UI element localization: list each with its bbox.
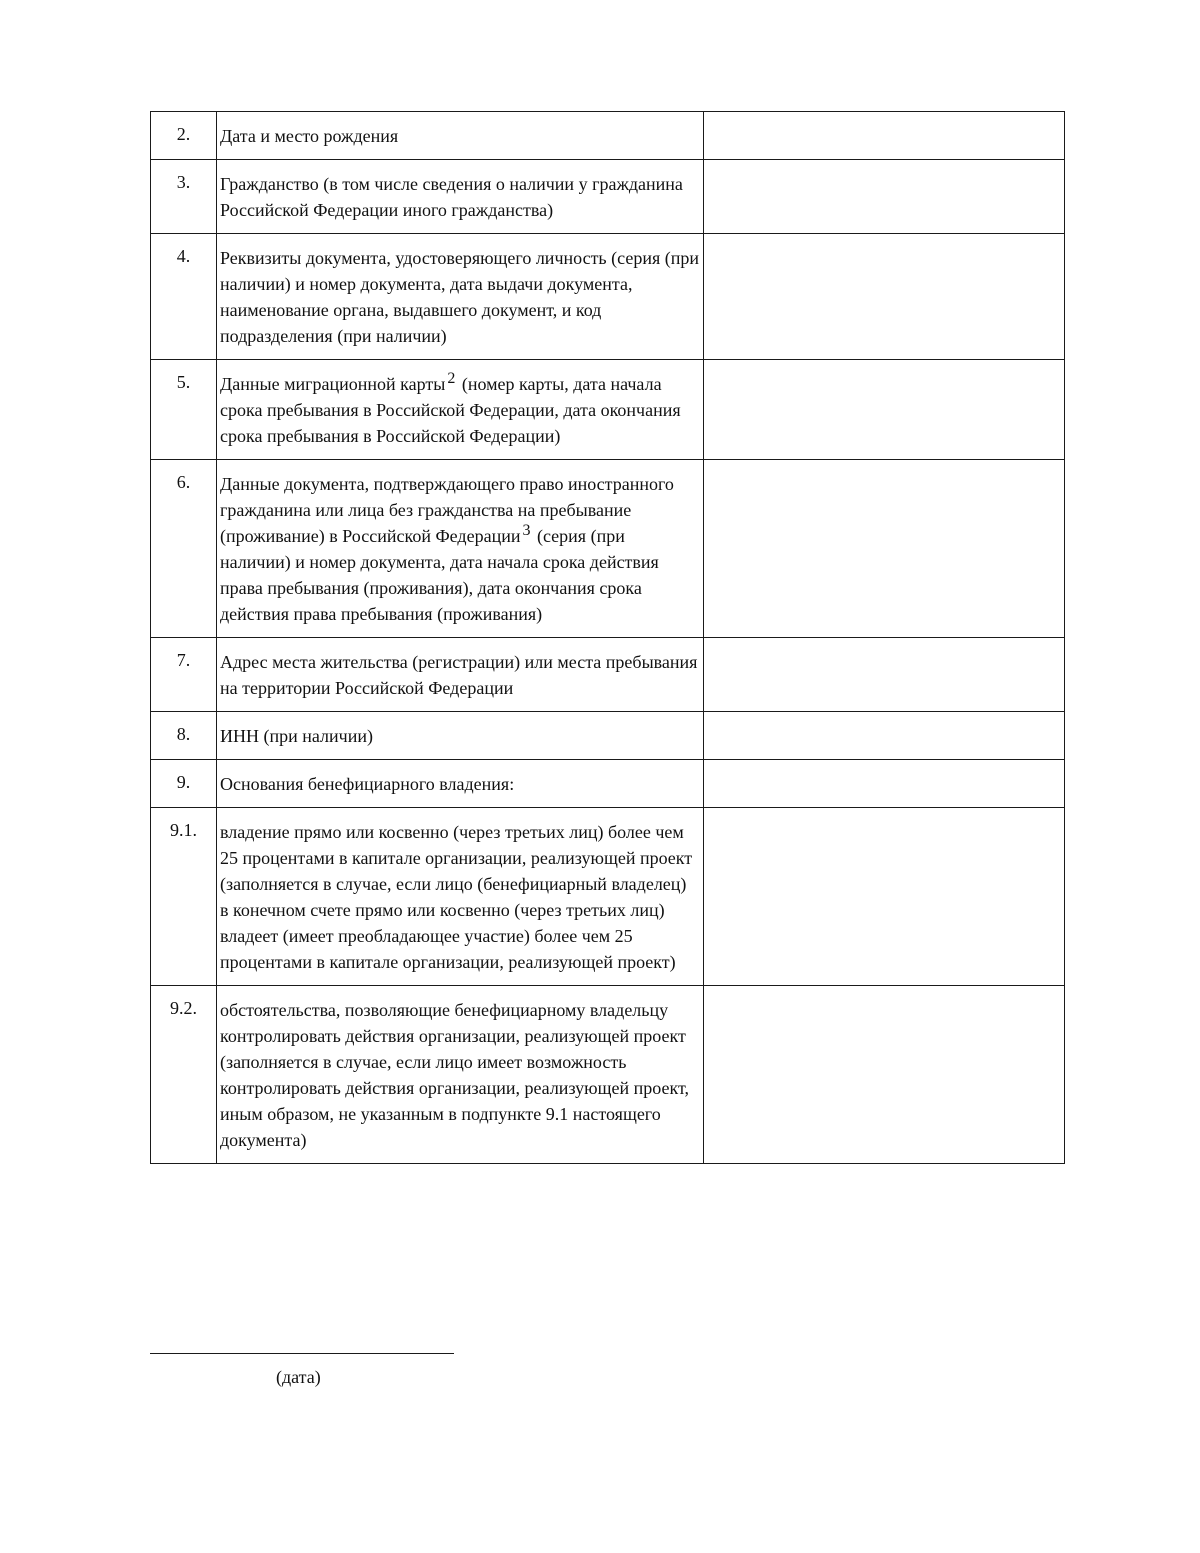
row-label-cell (217, 234, 704, 360)
row-number-cell (151, 112, 217, 160)
row-number-cell (151, 808, 217, 986)
row-label: ИНН (при наличии) (220, 726, 373, 746)
row-value-field[interactable] (704, 638, 1065, 712)
row-number-cell (151, 360, 217, 460)
row-label: Гражданство (в том числе сведения о наличии у гражданина Российской Федерации иного гражданства) (220, 174, 683, 220)
row-label-cell (217, 712, 704, 760)
footnote-marker: 2 (447, 370, 456, 387)
table-row (151, 638, 1065, 712)
row-label-text: Данные миграционной карты (220, 374, 446, 394)
row-label: Основания бенефициарного владения: (220, 774, 515, 794)
beneficiary-info-table (150, 111, 1065, 1164)
row-number-cell (151, 760, 217, 808)
row-label (217, 360, 703, 459)
row-label-text-continued: (серия (при наличии) и номер документа, дата начала срока действия права пребывания (проживания), дата окончания срока действия права пребывания (проживания) (220, 526, 659, 624)
row-number-cell (151, 712, 217, 760)
table-row (151, 986, 1065, 1164)
row-label: обстоятельства, позволяющие бенефициарному владельцу контролировать действия организации, реализующей проект (заполняется в случае, если лицо имеет возможность контролировать действия организации, реализующей проект, иным образом, не указанным в подпункте 9.1 настоящего документа) (220, 1000, 689, 1150)
row-label-cell (217, 160, 704, 234)
row-number-cell (151, 460, 217, 638)
row-number: 2. (176, 124, 191, 144)
row-value-field[interactable] (704, 360, 1065, 460)
row-label-cell (217, 986, 704, 1164)
date-signature-line[interactable] (150, 1353, 454, 1354)
row-label-cell (217, 760, 704, 808)
row-label-cell (217, 638, 704, 712)
table-row (151, 760, 1065, 808)
row-label-cell (217, 808, 704, 986)
row-value-field[interactable] (704, 160, 1065, 234)
row-value-field[interactable] (704, 460, 1065, 638)
row-number: 7. (176, 650, 191, 670)
footnote-marker: 3 (522, 522, 531, 539)
row-value-field[interactable] (704, 712, 1065, 760)
row-number-cell (151, 234, 217, 360)
row-label (217, 460, 703, 637)
row-label: Реквизиты документа, удостоверяющего личность (серия (при наличии) и номер документа, дата выдачи документа, наименование органа, выдавшего документ, и код подразделения (при наличии) (220, 248, 700, 346)
date-caption: (дата) (276, 1367, 321, 1387)
row-value-field[interactable] (704, 760, 1065, 808)
table-row (151, 808, 1065, 986)
row-number: 4. (176, 246, 191, 266)
row-label-text: Данные документа, подтверждающего право иностранного гражданина или лица без гражданства на пребывание (проживание) в Российской Федерации (220, 474, 674, 546)
row-number-cell (151, 986, 217, 1164)
row-value-field[interactable] (704, 986, 1065, 1164)
row-number: 9.1. (170, 820, 197, 840)
row-number-cell (151, 638, 217, 712)
table-row (151, 112, 1065, 160)
row-number: 9.2. (170, 998, 197, 1018)
row-number: 3. (176, 172, 191, 192)
row-label-text-continued: (номер карты, дата начала срока пребывания в Российской Федерации, дата окончания срока пребывания в Российской Федерации) (220, 374, 681, 446)
table-row (151, 160, 1065, 234)
table-row (151, 460, 1065, 638)
table-row (151, 360, 1065, 460)
row-label-cell (217, 360, 704, 460)
row-label-cell (217, 112, 704, 160)
row-value-field[interactable] (704, 112, 1065, 160)
row-number-cell (151, 160, 217, 234)
row-label: владение прямо или косвенно (через третьих лиц) более чем 25 процентами в капитале организации, реализующей проект (заполняется в случае, если лицо (бенефициарный владелец) в конечном счете прямо или косвенно (через третьих лиц) владеет (имеет преобладающее участие) более чем 25 процентами в капитале организации, реализующей проект) (220, 822, 693, 972)
row-label: Адрес места жительства (регистрации) или места пребывания на территории Российской Федерации (220, 652, 698, 698)
row-value-field[interactable] (704, 808, 1065, 986)
row-number: 9. (176, 772, 191, 792)
row-number: 6. (176, 472, 191, 492)
table-row (151, 712, 1065, 760)
table-row (151, 234, 1065, 360)
row-label: Дата и место рождения (220, 126, 399, 146)
row-number: 8. (176, 724, 191, 744)
row-label-cell (217, 460, 704, 638)
row-number: 5. (176, 372, 191, 392)
row-value-field[interactable] (704, 234, 1065, 360)
